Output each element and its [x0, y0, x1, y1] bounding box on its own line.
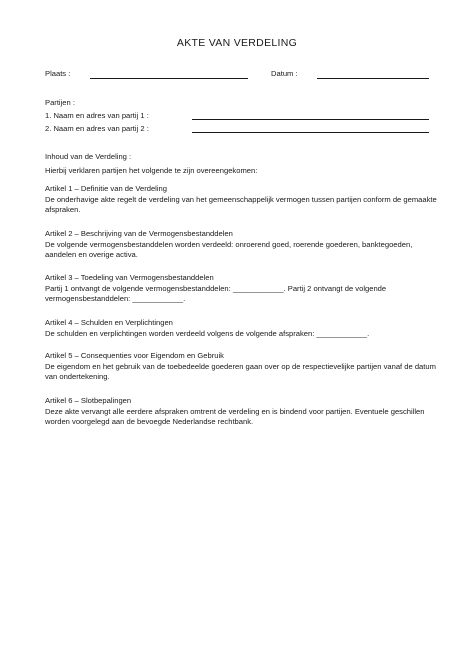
- article-body: De onderhavige akte regelt de verdeling van het gemeenschappelijk vermogen tussen partijen conform de gemaakte afspraken.: [45, 195, 437, 215]
- datum-field[interactable]: [317, 78, 429, 79]
- article-heading: Artikel 2 – Beschrijving van de Vermogensbestanddelen: [45, 229, 233, 238]
- article-heading: Artikel 5 – Consequenties voor Eigendom en Gebruik: [45, 351, 224, 360]
- party1-label: 1. Naam en adres van partij 1 :: [45, 111, 149, 120]
- party2-label: 2. Naam en adres van partij 2 :: [45, 124, 149, 133]
- party2-field[interactable]: [192, 132, 429, 133]
- document-title: AKTE VAN VERDELING: [176, 37, 298, 49]
- article-body: Partij 1 ontvangt de volgende vermogensbestanddelen: ____________. Partij 2 ontvangt de volgende vermogensbestanddelen: ____________.: [45, 284, 387, 304]
- article-heading: Artikel 1 – Definitie van de Verdeling: [45, 184, 167, 193]
- plaats-field[interactable]: [90, 78, 248, 79]
- content-intro: Hierbij verklaren partijen het volgende te zijn overeengekomen:: [45, 166, 258, 175]
- article-heading: Artikel 6 – Slotbepalingen: [45, 396, 132, 405]
- article-heading: Artikel 3 – Toedeling van Vermogensbestanddelen: [45, 273, 214, 282]
- datum-label: Datum :: [271, 69, 298, 78]
- article-heading: Artikel 4 – Schulden en Verplichtingen: [45, 318, 173, 327]
- article-body: De eigendom en het gebruik van de toebedeelde goederen gaan over op de respectievelijke partijen vanaf de datum van ondertekening.: [45, 362, 436, 382]
- article-body: De schulden en verplichtingen worden verdeeld volgens de volgende afspraken: ____________.: [45, 329, 370, 338]
- party1-field[interactable]: [192, 119, 429, 120]
- parties-label: Partijen :: [45, 98, 75, 107]
- plaats-label: Plaats :: [45, 69, 71, 78]
- content-label: Inhoud van de Verdeling :: [45, 152, 132, 161]
- article-body: De volgende vermogensbestanddelen worden verdeeld: onroerend goed, roerende goederen, banktegoeden, aandelen en overige activa.: [45, 240, 413, 260]
- article-body: Deze akte vervangt alle eerdere afspraken omtrent de verdeling en is bindend voor partijen. Eventuele geschillen worden voorgelegd aan de bevoegde Nederlandse rechtbank.: [45, 407, 425, 427]
